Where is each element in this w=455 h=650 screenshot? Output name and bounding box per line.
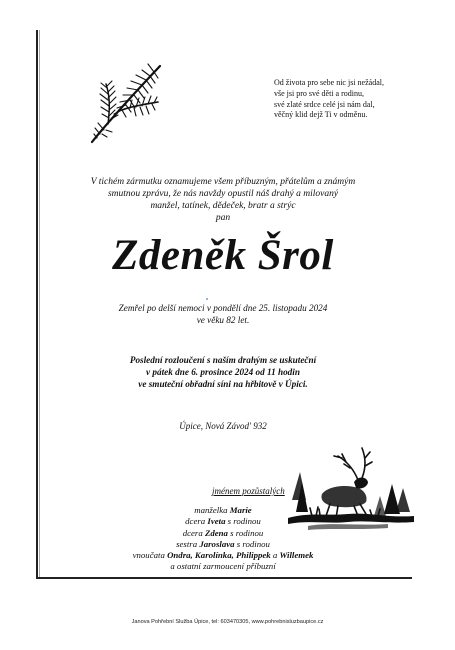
relation-label: sestra (176, 538, 200, 549)
mourners-list (60, 505, 386, 573)
relation-suffix: s rodinou (227, 527, 264, 538)
mourner-grandchildren (60, 550, 386, 561)
border-left-line (36, 30, 38, 578)
funeral-line: Poslední rozloučení s naším drahým se uskuteční (129, 355, 317, 365)
pine-branch-icon (88, 58, 170, 148)
poem-line: své zlaté srdce celé jsi nám dal, (274, 99, 375, 109)
announcement-line: pan (215, 213, 231, 223)
death-notice-line: ve věku 82 let. (196, 314, 250, 325)
poem-line: věčný klid dejž Ti v odměnu. (274, 110, 368, 120)
death-notice (60, 303, 386, 326)
conjunction: a (270, 550, 280, 561)
border-bottom-line (36, 577, 412, 579)
announcement-line: V tichém zármutku oznamujeme všem příbuzným, přátelům a známým (90, 177, 356, 187)
mourner-sister (60, 539, 386, 550)
relation-label: dcera (185, 516, 208, 527)
mourner-daughter-2 (60, 528, 386, 539)
mourner-name: Marie (229, 505, 252, 515)
announcement-line: smutnou zprávu, že nás navždy opustil náš drahý a milovaný (107, 189, 339, 199)
relation-label: manželka (194, 505, 230, 515)
funeral-info (60, 355, 386, 390)
deceased-name: Zdeněk Šrol (112, 232, 334, 279)
announcement-line: manžel, tatínek, dědeček, bratr a strýc (150, 201, 296, 211)
mourner-name: Jaroslava (199, 538, 235, 549)
mourner-name: Willemek (279, 550, 314, 561)
mourners-heading: jménem pozůstalých (212, 486, 285, 496)
relation-suffix: s rodinou (225, 516, 261, 527)
decorative-dot (206, 298, 208, 300)
funeral-line: v pátek dne 6. prosince 2024 od 11 hodin (146, 366, 300, 377)
funeral-line: ve smuteční obřadní síni na hřbitově v Úpici. (138, 378, 308, 389)
announcement-text (60, 176, 386, 224)
mourner-others: a ostatní zarmoucení příbuzní (170, 561, 276, 572)
relation-label: vnoučata (132, 550, 168, 561)
death-notice-line: Zemřel po delší nemoci v pondělí dne 25. listopadu 2024 (118, 303, 328, 313)
relation-label: dcera (182, 527, 205, 538)
border-left-thin-line (39, 30, 40, 578)
poem-line: Od života pro sebe nic jsi nežádal, (274, 78, 384, 87)
mourner-names: Ondra, Karolínka, Philippek (167, 550, 271, 561)
address: Úpice, Nová Závod' 932 (179, 421, 267, 431)
relation-suffix: s rodinou (234, 538, 270, 549)
poem-line: vše jsi pro své děti a rodinu, (274, 88, 364, 98)
mourner-name: Iveta (207, 516, 226, 527)
mourner-daughter-1 (60, 516, 386, 527)
footer-contact: Janova Pohřební Služba Úpice, tel: 603470305, www.pohrebnisluzbaupice.cz (131, 619, 324, 625)
mourner-wife (60, 505, 386, 516)
mourner-name: Zdena (204, 527, 228, 538)
poem-block (274, 78, 424, 121)
